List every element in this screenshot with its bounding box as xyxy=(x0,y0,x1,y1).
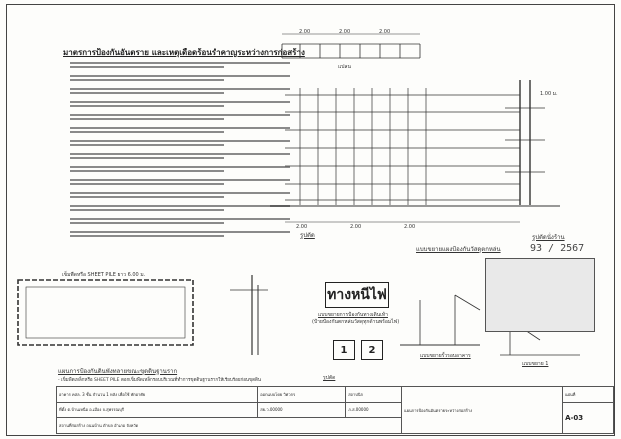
detail-caption: แบบขยาย 1 xyxy=(522,361,549,367)
architect-label: สถาปนิก xyxy=(346,387,402,403)
section-caption-2: รูปตัด xyxy=(323,375,336,381)
protection-section-label: แบบขยายแผงป้องกันวัสดุตกหล่น xyxy=(416,246,501,253)
section-label: รูปตัด xyxy=(300,232,315,239)
height-dim: 1.00 ม. xyxy=(540,91,558,97)
dim-1: 2.00 xyxy=(299,29,311,35)
project-name: อาคาร คสล. 3 ชั้น จำนวน 1 หลัง เพื่อใช้ พักอาศัย xyxy=(57,387,258,403)
document-title: มาตรการป้องกันอันตราย และเหตุเดือดร้อนรำคาญระหว่างการก่อสร้าง xyxy=(63,48,305,57)
fire-exit-sign: ทางหนีไฟ xyxy=(325,282,389,308)
engineer-license: สย.ว.00000 xyxy=(258,402,346,418)
sheetpile-caption: แผนการป้องกันดินพังทลายขณะขุดดินฐานราก xyxy=(58,368,178,375)
dim-6: 2.00 xyxy=(404,224,416,230)
dim-4: 2.00 xyxy=(296,224,308,230)
box-2: 2 xyxy=(361,340,383,360)
stamp-number: 93 / 2567 xyxy=(530,243,585,254)
dim-3: 2.00 xyxy=(379,29,391,35)
footnote: - เข็มพืดเหล็กหรือ SHEET PILE ตอกเข็มพืดเหล็กรอบบริเวณที่ทำการขุดดินฐานรากให้เรียบร้อยก่อนขุดดิน xyxy=(58,378,261,383)
sheet-label: แผ่นที่ xyxy=(563,387,614,403)
scaffold-section-label: รูปตัดนั่งร้าน xyxy=(532,234,565,241)
approval-stamp xyxy=(485,258,595,332)
sign-caption: แบบขยายการป้องกันทางเดินเท้า xyxy=(318,312,388,318)
dim-2: 2.00 xyxy=(339,29,351,35)
title-block xyxy=(56,386,614,434)
project-location: ที่ตั้ง ต.บ้านเหนือ อ.เมือง จ.สุพรรณบุรี xyxy=(57,402,258,418)
construction-site: สถานที่ก่อสร้าง ถนนบ้าน ตำบล อำเภอ จังหวัด xyxy=(57,418,402,434)
plan-label: แปลน xyxy=(338,64,351,70)
sheet-number: A-03 xyxy=(563,402,614,433)
sign-subcaption: (ป้ายป้องกันตกหล่นวัสดุทุกด้านพร้อมไฟ) xyxy=(312,319,400,325)
box-1: 1 xyxy=(333,340,355,360)
architect-license: ภ.ส.00000 xyxy=(346,402,402,418)
sheetpile-note: เข็มพืดหรือ SHEET PILE ยาว 6.00 ม. xyxy=(62,272,146,278)
fence-caption: แบบขยายรั้วรอบอาคาร xyxy=(420,353,471,359)
designer-label: ออกแบบโดย วิศวกร xyxy=(258,387,346,403)
dim-5: 2.00 xyxy=(350,224,362,230)
drawing-title: แผนการป้องกันอันตรายระหว่างก่อสร้าง xyxy=(402,387,563,434)
